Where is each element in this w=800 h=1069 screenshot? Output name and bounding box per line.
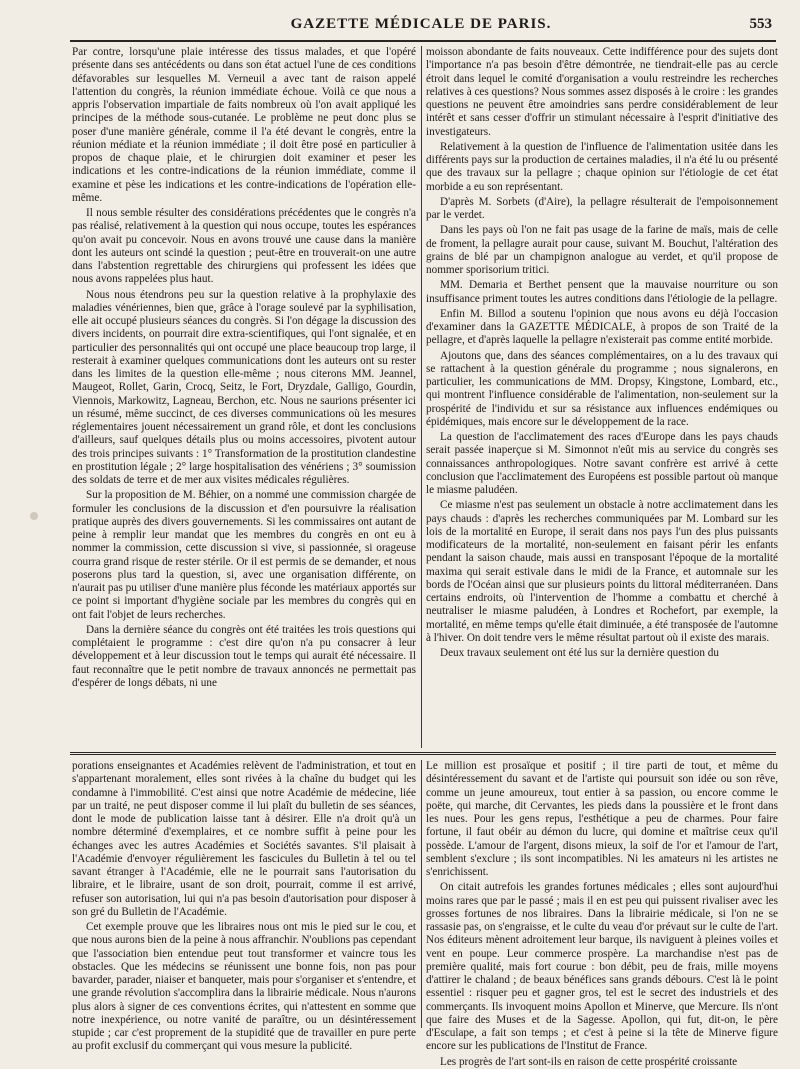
- paragraph: Nous nous étendrons peu sur la question relative à la prophylaxie des maladies vénériennes, bien que, grâce à l'orage soulevé par la syphilisation, elle ait occupé plusieurs séances du congrès. Si l'on dégage la discussion des divers incidents, on pourrait dire extra-scientifiques, qui l'ont signalée, et en particulier des personnalités qui ont occupé une place beaucoup trop large, il resterait à examiner quelques communications dont les auteurs ont su rester dans les limites de la question elle-même ; nous citerons MM. Jeannel, Maugeot, Rollet, Garin, Crocq, Seitz, le Fort, Dryzdale, Galligo, Gourdin, Viennois, Markowitz, Lagneau, Berchon, etc. Nous ne saurions présenter ici un résumé, même succinct, de ces diverses communications où les mesures réglementaires jouent nécessairement un grand rôle, et dont les conclusions d'ailleurs, sauf quelques détails plus ou moins accessoires, pivotent autour des trois principes suivants : 1° Transformation de la prostitution clandestine en prostitution légale ; 2° large hospitalisation des vénériens ; 3° soumission des soldats de terre et de mer aux visites médicales régulières.: [72, 288, 416, 486]
- page-number: 553: [749, 16, 772, 32]
- paragraph: porations enseignantes et Académies relèvent de l'administration, et tout en s'appartenant moralement, elles sont rivées à la chaîne du budget qui les condamne à l'immobilité. C'est ainsi que notre Académie de médecine, liée par un traité, ne peut disposer comme il lui plaît du bulletin de ses séances, dont le mode de publication laisse tant à désirer. Elle n'a droit qu'à un nombre déterminé d'exemplaires, et ce nombre suffit à peine pour les échanges avec les autres Académies et Sociétés savantes. S'il plaisait à l'Académie d'envoyer régulièrement les fascicules du Bulletin à tel ou tel savant étranger à l'Académie, elle ne le pourrait sans l'autorisation du libraire, et le libraire, usant de son droit, pourrait, comme il est arrivé, refuser son autorisation, lui qui n'a pas besoin d'autorisation pour disposer à son gré du Bulletin de l'Académie.: [72, 760, 416, 918]
- paragraph: moisson abondante de faits nouveaux. Cette indifférence pour des sujets dont l'importance n'a pas besoin d'être démontrée, ne tiendrait-elle pas au cercle étroit dans lequel le comité d'organisation a voulu restreindre les recherches relatives à ces questions? Nous sommes assez disposés à le croire : les grandes questions ne peuvent être amoindries sans perdre considérablement de leur intérêt et sans cesser d'offrir un stimulant nécessaire à l'esprit d'initiative des investigateurs.: [426, 46, 778, 138]
- paragraph: Deux travaux seulement ont été lus sur la dernière question du: [440, 647, 719, 659]
- lower-right-column: [426, 760, 778, 1068]
- header-rule: [70, 40, 776, 42]
- paragraph: Les progrès de l'art sont-ils en raison de cette prospérité croissante: [440, 1055, 738, 1068]
- paragraph: MM. Demaria et Berthet pensent que la mauvaise nourriture ou son insuffisance priment toutes les autres conditions dans l'étiologie de la pellagre.: [426, 279, 778, 305]
- upper-left-column: [72, 46, 416, 748]
- paragraph: La question de l'acclimatement des races d'Europe dans les pays chauds serait passée inaperçue si M. Simonnot n'eût mis au service du congrès ses connaissances anthropologiques. Notre savant confrère est arrivé à cette conclusion que l'acclimatement des Européens est possible partout où manque le miasme paludéen.: [426, 431, 778, 496]
- margin-mark: [30, 512, 38, 520]
- page-header: [70, 14, 772, 38]
- upper-right-column: [426, 46, 778, 748]
- lower-column-divider: [421, 760, 422, 1028]
- journal-title: GAZETTE MÉDICALE DE PARIS.: [290, 16, 552, 32]
- section-divider: [70, 752, 776, 755]
- paragraph: Dans les pays où l'on ne fait pas usage de la farine de maïs, mais de celle de froment, la pellagre aurait pour cause, suivant M. Bouchut, l'altération des grains de blé par un champignon analogue au verdet, et qu'il propose de nommer sporisorium tritici.: [426, 224, 778, 276]
- paragraph: Ce miasme n'est pas seulement un obstacle à notre acclimatement dans les pays chauds : d'après les recherches communiquées par M. Lombard sur les lois de la mortalité en Europe, il serait dans nos pays l'un des plus puissants modificateurs de la mortalité, non-seulement en faisant périr les enfants pendant la saison chaude, mais aussi en transposant l'époque de la mortalité maxima qui serait estivale dans le midi de la France, et automnale sur les bords de l'Océan ainsi que sur plusieurs points du littoral méditerranéen. Dans certains endroits, où l'intervention de l'homme a combattu et cherché à neutraliser le miasme paludéen, à Londres et Rochefort, par exemple, la mortalité, en même temps qu'elle était diminuée, a été transposée de l'automne à l'hiver. On doit tendre vers le même résultat partout où il existe des marais.: [426, 499, 778, 644]
- paragraph: Par contre, lorsqu'une plaie intéresse des tissus malades, et que l'opéré présente dans ses antécédents ou dans son état actuel l'une de ces conditions défavorables sur lesquelles M. Verneuil a avec tant de raison appelé l'attention du congrès, la réunion immédiate échoue. Voilà ce que nous a appris l'observation impartiale de faits nombreux où l'on avait appliqué les principes de la méthode sous-cutanée. Le problème ne peut donc plus se poser d'une manière générale, comme il l'a été devant le congrès, entre la réunion médiate et la réunion immédiate ; il doit être posé en particulier à propos de chaque plaie, et le chirurgien doit examiner et peser les indications et les contre-indications de la réunion immédiate, comme il examine et pèse les indications et les contre-indications de l'opération elle-même.: [72, 46, 416, 204]
- paragraph: On citait autrefois les grandes fortunes médicales ; elles sont aujourd'hui moins rares que par le passé ; mais il en est peu qui puissent rivaliser avec les grosses fortunes de nos libraires. Dans la librairie médicale, si l'on ne se rassasie pas, on s'engraisse, et le culte du veau d'or prévaut sur le culte de l'art. Nos éditeurs mènent adroitement leur barque, ils naviguent à pleines voiles et vent en poupe. Leur commerce prospère. La marchandise n'est pas de première qualité, mais fort courue : bon débit, peu de frais, mille moyens d'attirer le chaland ; de beaux bénéfices sans grands débours. C'est là le point essentiel : risquer peu et gagner gros, tel est le secret des industriels et des commerçants. Ils invoquent moins Apollon et Minerve, que Mercure. Ils n'ont que faire des Muses et de la Sagesse. Apollon, qui fut, dit-on, le père d'Esculape, a fait son temps ; et c'est à peine si la tête de Minerve figure encore sur les publications de l'Institut de France.: [426, 881, 778, 1053]
- paragraph: Il nous semble résulter des considérations précédentes que le congrès n'a pas réalisé, relativement à la question qui nous occupe, toutes les espérances qu'on avait pu concevoir. Nous en avons trouvé une cause dans la manière dont les auteurs ont scindé la question ; peut-être en trouverait-on une autre dans l'abstention regrettable des chirurgiens qui professent les idées que nous avons rappelées plus haut.: [72, 207, 416, 286]
- upper-column-divider: [421, 46, 422, 748]
- paragraph: Ajoutons que, dans des séances complémentaires, on a lu des travaux qui se rattachent à la question générale du programme ; nous signalerons, en particulier, les communications de MM. Dropsy, Kingstone, Lombard, etc., qui montrent l'influence considérable de l'alimentation, non-seulement sur la prospérité de l'individu et sur sa résistance aux influences endémiques ou épidémiques, mais encore sur le développement de la race.: [426, 349, 778, 428]
- paragraph: D'après M. Sorbets (d'Aire), la pellagre résulterait de l'empoisonnement par le verdet.: [426, 195, 778, 221]
- paragraph: Le million est prosaïque et positif ; il tire parti de tout, et même du désintéressement du savant et de l'artiste qui poursuit son idée ou son rêve, comme un jeune amoureux, tout entier à sa passion, ou encore comme le poëte, qui marche, dit Cervantes, les pieds dans la poussière et le front dans les nues. Pour les gens repus, l'esthétique a peu de charmes. Pour faire fortune, il faut obéir au démon du lucre, qui domine et maîtrise ceux qu'il possède. L'amour de l'argent, disons mieux, la soif de l'or et l'amour de l'art, semblent s'exclure ; ils sont incompatibles. Ni les amateurs ni les artistes ne s'enrichissent.: [426, 760, 778, 878]
- paragraph: Cet exemple prouve que les libraires nous ont mis le pied sur le cou, et que nous aurons bien de la peine à nous affranchir. N'oublions pas cependant que l'association bien entendue peut tout transformer et vaincre tous les obstacles. Que les médecins se réunissent une bonne fois, non pas pour bavarder, parader, niaiser et banqueter, mais pour s'organiser et s'entendre, et une grande révolution s'accomplira dans la librairie médicale. Nous n'aurons plus alors à signer de ces conventions écrites, qui n'attestent en somme que notre inexpérience, ou notre vanité de paraître, ou un désintéressement stupide ; car c'est proprement de la stupidité que de travailler en pure perte au profit exclusif du commerçant qui vous mesure la publicité.: [72, 921, 416, 1053]
- paragraph: Dans la dernière séance du congrès ont été traitées les trois questions qui complétaient le programme : c'est dire qu'on n'a pu consacrer à leur développement et à leur discussion tout le temps qui aurait été nécessaire. Il faut reconnaître que le petit nombre de travaux annoncés ne permettait pas d'espérer de longs débats, ni une: [72, 623, 416, 689]
- paragraph: Relativement à la question de l'influence de l'alimentation usitée dans les différents pays sur la production de certaines maladies, il n'a été lu ou présenté que des travaux sur la pellagre ; chaque opinion sur l'étiologie de cet état morbide a eu son représentant.: [426, 140, 778, 193]
- lower-left-column: [72, 760, 416, 1053]
- paragraph: Enfin M. Billod a soutenu l'opinion que nous avons eu déjà l'occasion d'examiner dans la GAZETTE MÉDICALE, à propos de son Traité de la pellagre, et d'après laquelle la pellagre n'existerait pas comme entité morbide.: [426, 307, 778, 347]
- paragraph: Sur la proposition de M. Béhier, on a nommé une commission chargée de formuler les conclusions de la discussion et d'en poursuivre la réalisation pratique auprès des divers gouvernements. Si les commissaires ont autant de peine à remplir leur mandat que les membres du congrès en ont eu à nommer la commission, cette discussion si vive, si passionnée, si orageuse courra grand risque de rester stérile. Or il est permis de se demander, et nous poserons plus tard la question, si, avec une organisation différente, on n'aurait pas pu utiliser d'une manière plus féconde les matériaux apportés sur ce point si important d'hygiène sociale par les membres du congrès qui en ont fait l'objet de leurs recherches.: [72, 489, 416, 621]
